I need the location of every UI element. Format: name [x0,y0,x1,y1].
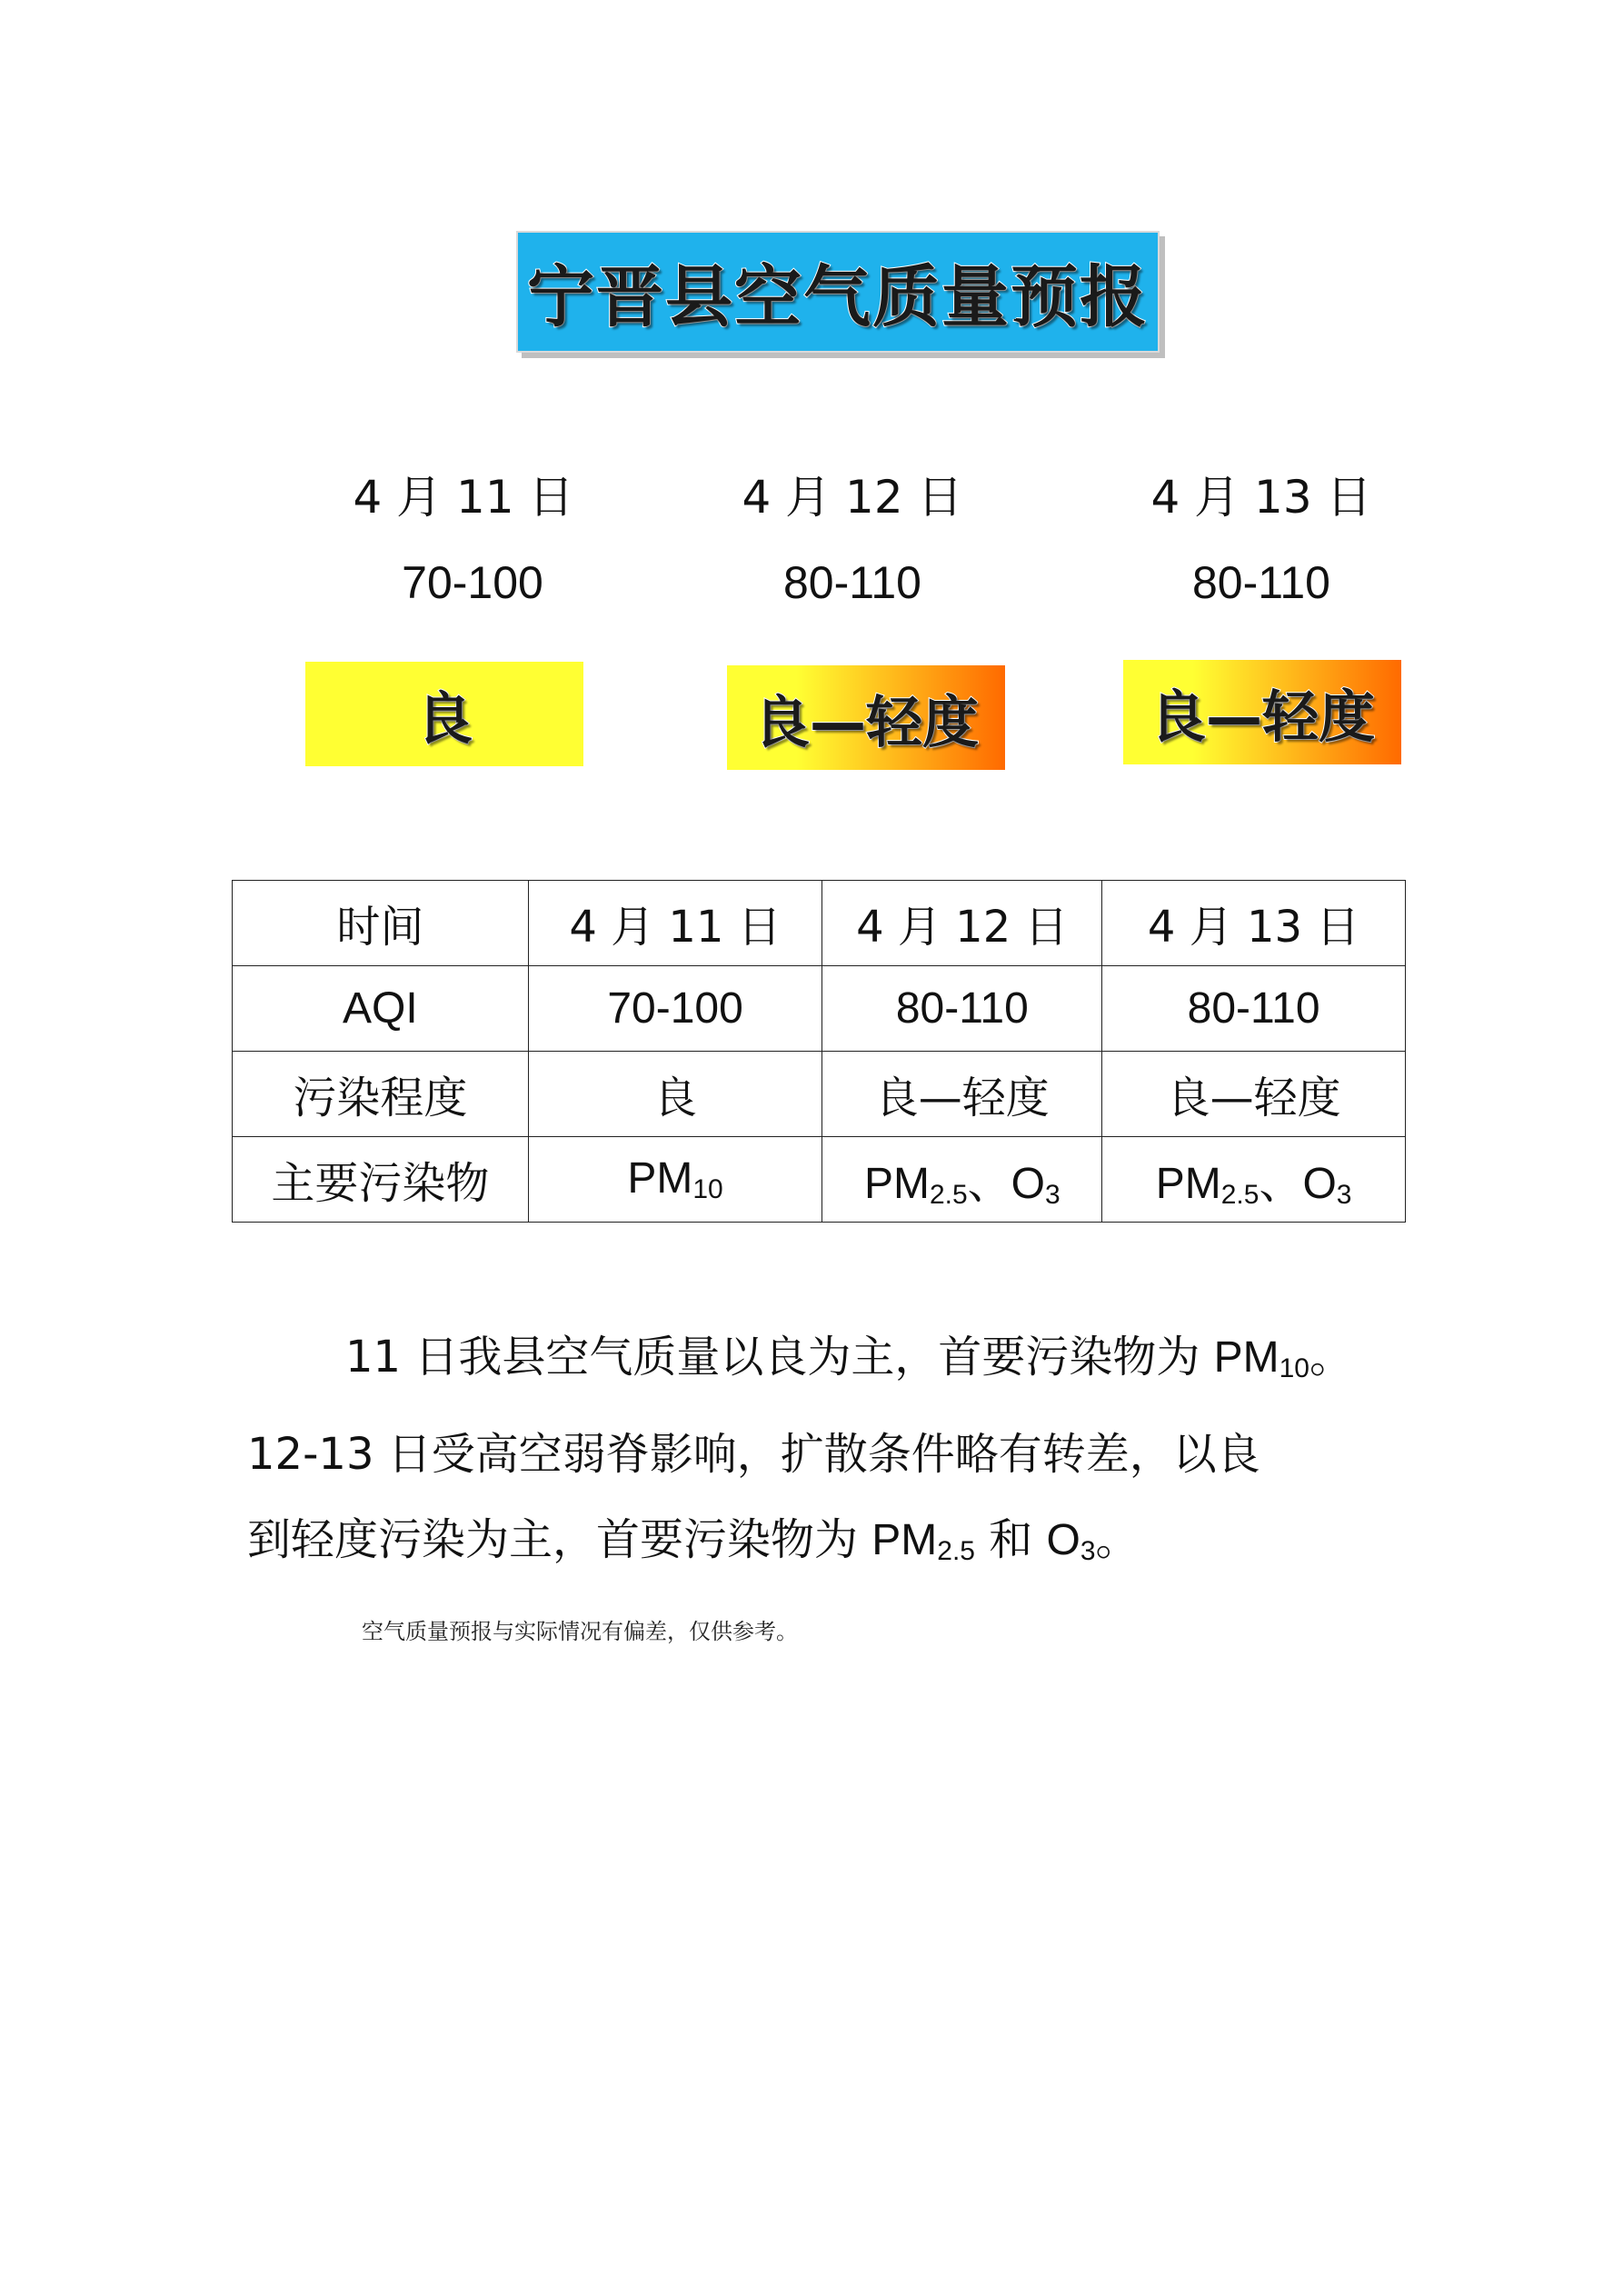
level-text: 良—轻度 [752,689,979,755]
pollutant-base: PM [863,1160,930,1208]
table-cell: 良—轻度 [822,1052,1102,1137]
table-cell [528,1137,822,1223]
text-span: 。 [1309,1332,1353,1383]
text-span: 和 [974,1514,1047,1565]
level-badge-day-2 [727,665,1005,770]
table-cell: 污染程度 [233,1052,529,1137]
level-text: 良—轻度 [1149,684,1375,750]
table-cell: 良 [528,1052,822,1137]
forecast-description [247,1314,1429,1594]
aqi-forecast-table [232,880,1406,1223]
day-column-2 [689,465,1016,614]
text-span: 到轻度污染为主，首要污染物为 [247,1514,872,1565]
pollutant-extra: 、O [967,1160,1045,1208]
table-cell [1102,1137,1406,1223]
day-aqi-range: 80-110 [783,557,921,608]
day-date: 4 月 11 日 [353,471,574,524]
subscript: 10 [1279,1353,1309,1383]
day-date: 4 月 13 日 [1150,471,1372,524]
day-date: 4 月 12 日 [742,471,963,524]
table-row [233,1052,1406,1137]
table-cell: 良—轻度 [1102,1052,1406,1137]
title-banner [516,231,1160,353]
pollutant-extra: 、O [1259,1160,1337,1208]
table-header-cell: 4 月 11 日 [528,881,822,966]
table-cell: 70-100 [528,966,822,1052]
subscript: 2.5 [937,1536,975,1566]
table-header-cell: 4 月 12 日 [822,881,1102,966]
paragraph-line [247,1497,1429,1594]
level-badge-day-1 [305,662,583,766]
pollutant-sub: 2.5 [929,1180,968,1210]
paragraph-line: 12-13 日受高空弱脊影响，扩散条件略有转差，以良 [247,1429,1260,1480]
table-cell: AQI [233,966,529,1052]
level-text: 良 [415,685,473,752]
text-span: O [1046,1516,1080,1564]
table-cell [822,1137,1102,1223]
table-cell: 主要污染物 [233,1137,529,1223]
text-span: 。 [1095,1514,1140,1565]
text-span: PM [871,1516,938,1564]
table-cell: 80-110 [822,966,1102,1052]
pollutant-base: PM [1155,1160,1221,1208]
day-aqi-range: 70-100 [402,557,543,608]
day-column-3 [1098,465,1425,614]
table-row [233,966,1406,1052]
pollutant-extra-sub: 3 [1336,1180,1352,1210]
subscript: 3 [1080,1536,1096,1566]
level-badge-day-3 [1123,660,1401,764]
pollutant-base: PM [627,1154,693,1203]
day-column-1 [300,465,627,614]
table-cell: 80-110 [1102,966,1406,1052]
page-title: 宁晋县空气质量预报 [527,258,1149,336]
table-row [233,881,1406,966]
table-header-cell: 4 月 13 日 [1102,881,1406,966]
disclaimer-note: 空气质量预报与实际情况有偏差，仅供参考。 [362,1619,798,1644]
pollutant-sub: 10 [692,1174,723,1204]
pollutant-extra-sub: 3 [1045,1180,1060,1210]
paragraph-line [247,1314,1429,1412]
table-header-cell: 时间 [233,881,529,966]
text-span: PM [1213,1333,1279,1382]
table-row [233,1137,1406,1223]
text-span: 11 日我县空气质量以良为主，首要污染物为 [345,1332,1214,1383]
pollutant-sub: 2.5 [1220,1180,1260,1210]
day-aqi-range: 80-110 [1192,557,1330,608]
